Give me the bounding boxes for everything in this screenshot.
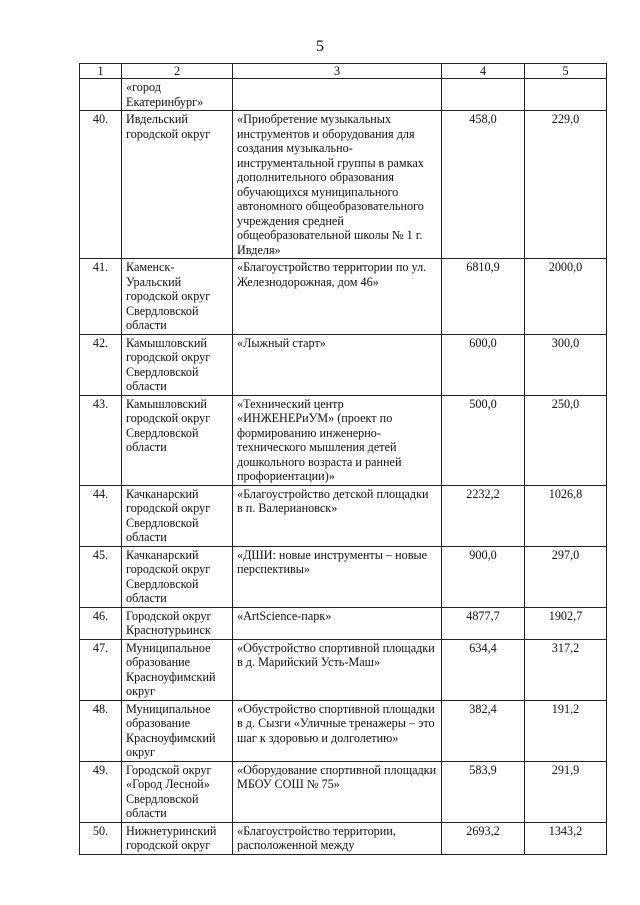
total-amount: 2232,2 — [442, 485, 525, 546]
table-row — [80, 761, 607, 822]
table-header-row — [80, 64, 607, 79]
project-name: «Обустройство спортивной площадки в д. Марийский Усть-Маш» — [233, 639, 442, 700]
municipality-name: Городской округ Краснотурьинск — [122, 607, 233, 639]
header-cell-col5: 5 — [525, 64, 607, 79]
municipality-name: Каменск-Уральский городской округ Свердловской области — [122, 259, 233, 335]
municipality-name: Городской округ «Город Лесной» Свердловской области — [122, 761, 233, 822]
municipality-name: Муниципальное образование Красноуфимский округ — [122, 700, 233, 761]
municipality-name: Качканарский городской округ Свердловской области — [122, 485, 233, 546]
row-number — [80, 79, 122, 111]
row-number: 49. — [80, 761, 122, 822]
row-number: 44. — [80, 485, 122, 546]
subsidy-amount: 291,9 — [525, 761, 607, 822]
subsidy-amount: 250,0 — [525, 395, 607, 485]
total-amount: 600,0 — [442, 334, 525, 395]
project-name: «Технический центр «ИНЖЕНЕРиУМ» (проект по формированию инженерно-технического мышления детей дошкольного возраста и ранней профориентации)» — [233, 395, 442, 485]
subsidy-amount: 1026,8 — [525, 485, 607, 546]
total-amount: 900,0 — [442, 546, 525, 607]
total-amount: 4877,7 — [442, 607, 525, 639]
municipality-name: Нижнетуринский городской округ — [122, 822, 233, 854]
row-number: 40. — [80, 111, 122, 259]
table-row — [80, 395, 607, 485]
municipality-name: Ивдельский городской округ — [122, 111, 233, 259]
subsidy-amount: 300,0 — [525, 334, 607, 395]
row-number: 48. — [80, 700, 122, 761]
subsidy-amount: 297,0 — [525, 546, 607, 607]
municipality-name: Качканарский городской округ Свердловской области — [122, 546, 233, 607]
table-row — [80, 259, 607, 335]
municipality-name: Камышловский городской округ Свердловской области — [122, 334, 233, 395]
total-amount — [442, 79, 525, 111]
header-cell-col2: 2 — [122, 64, 233, 79]
row-number: 50. — [80, 822, 122, 854]
table-row — [80, 546, 607, 607]
municipality-name: Камышловский городской округ Свердловской области — [122, 395, 233, 485]
municipality-name: Муниципальное образование Красноуфимский округ — [122, 639, 233, 700]
subsidy-amount: 317,2 — [525, 639, 607, 700]
subsidy-amount: 229,0 — [525, 111, 607, 259]
project-name: «Приобретение музыкальных инструментов и оборудования для создания музыкально-инструментальной группы в рамках дополнительного образования обучающихся муниципального автономного общеобразовательного учреждения средней общеобразовательной школы № 1 г. Ивделя» — [233, 111, 442, 259]
table-row — [80, 639, 607, 700]
header-cell-col3: 3 — [233, 64, 442, 79]
total-amount: 382,4 — [442, 700, 525, 761]
row-number: 47. — [80, 639, 122, 700]
subsidy-amount — [525, 79, 607, 111]
project-name: «Благоустройство территории, расположенной между — [233, 822, 442, 854]
subsidy-amount: 1902,7 — [525, 607, 607, 639]
row-number: 46. — [80, 607, 122, 639]
table-row — [80, 334, 607, 395]
project-name: «ArtScience-парк» — [233, 607, 442, 639]
subsidy-amount: 191,2 — [525, 700, 607, 761]
total-amount: 2693,2 — [442, 822, 525, 854]
table-row — [80, 111, 607, 259]
subsidy-amount: 2000,0 — [525, 259, 607, 335]
row-number: 42. — [80, 334, 122, 395]
total-amount: 500,0 — [442, 395, 525, 485]
project-name: «Лыжный старт» — [233, 334, 442, 395]
total-amount: 583,9 — [442, 761, 525, 822]
project-name: «ДШИ: новые инструменты – новые перспективы» — [233, 546, 442, 607]
row-number: 45. — [80, 546, 122, 607]
total-amount: 634,4 — [442, 639, 525, 700]
project-name: «Оборудование спортивной площадки МБОУ СОШ № 75» — [233, 761, 442, 822]
page-number: 5 — [316, 38, 324, 55]
total-amount: 6810,9 — [442, 259, 525, 335]
project-name: «Обустройство спортивной площадки в д. Сызги «Уличные тренажеры – это шаг к здоровью и долголетию» — [233, 700, 442, 761]
project-name — [233, 79, 442, 111]
subsidy-amount: 1343,2 — [525, 822, 607, 854]
grant-table — [79, 63, 607, 855]
total-amount: 458,0 — [442, 111, 525, 259]
row-number: 43. — [80, 395, 122, 485]
table-row — [80, 607, 607, 639]
header-cell-col1: 1 — [80, 64, 122, 79]
project-name: «Благоустройство детской площадки в п. Валериановск» — [233, 485, 442, 546]
header-cell-col4: 4 — [442, 64, 525, 79]
row-number: 41. — [80, 259, 122, 335]
table-row — [80, 822, 607, 854]
table-row — [80, 79, 607, 111]
municipality-name: «город Екатеринбург» — [122, 79, 233, 111]
project-name: «Благоустройство территории по ул. Железнодорожная, дом 46» — [233, 259, 442, 335]
table-row — [80, 485, 607, 546]
table-row — [80, 700, 607, 761]
